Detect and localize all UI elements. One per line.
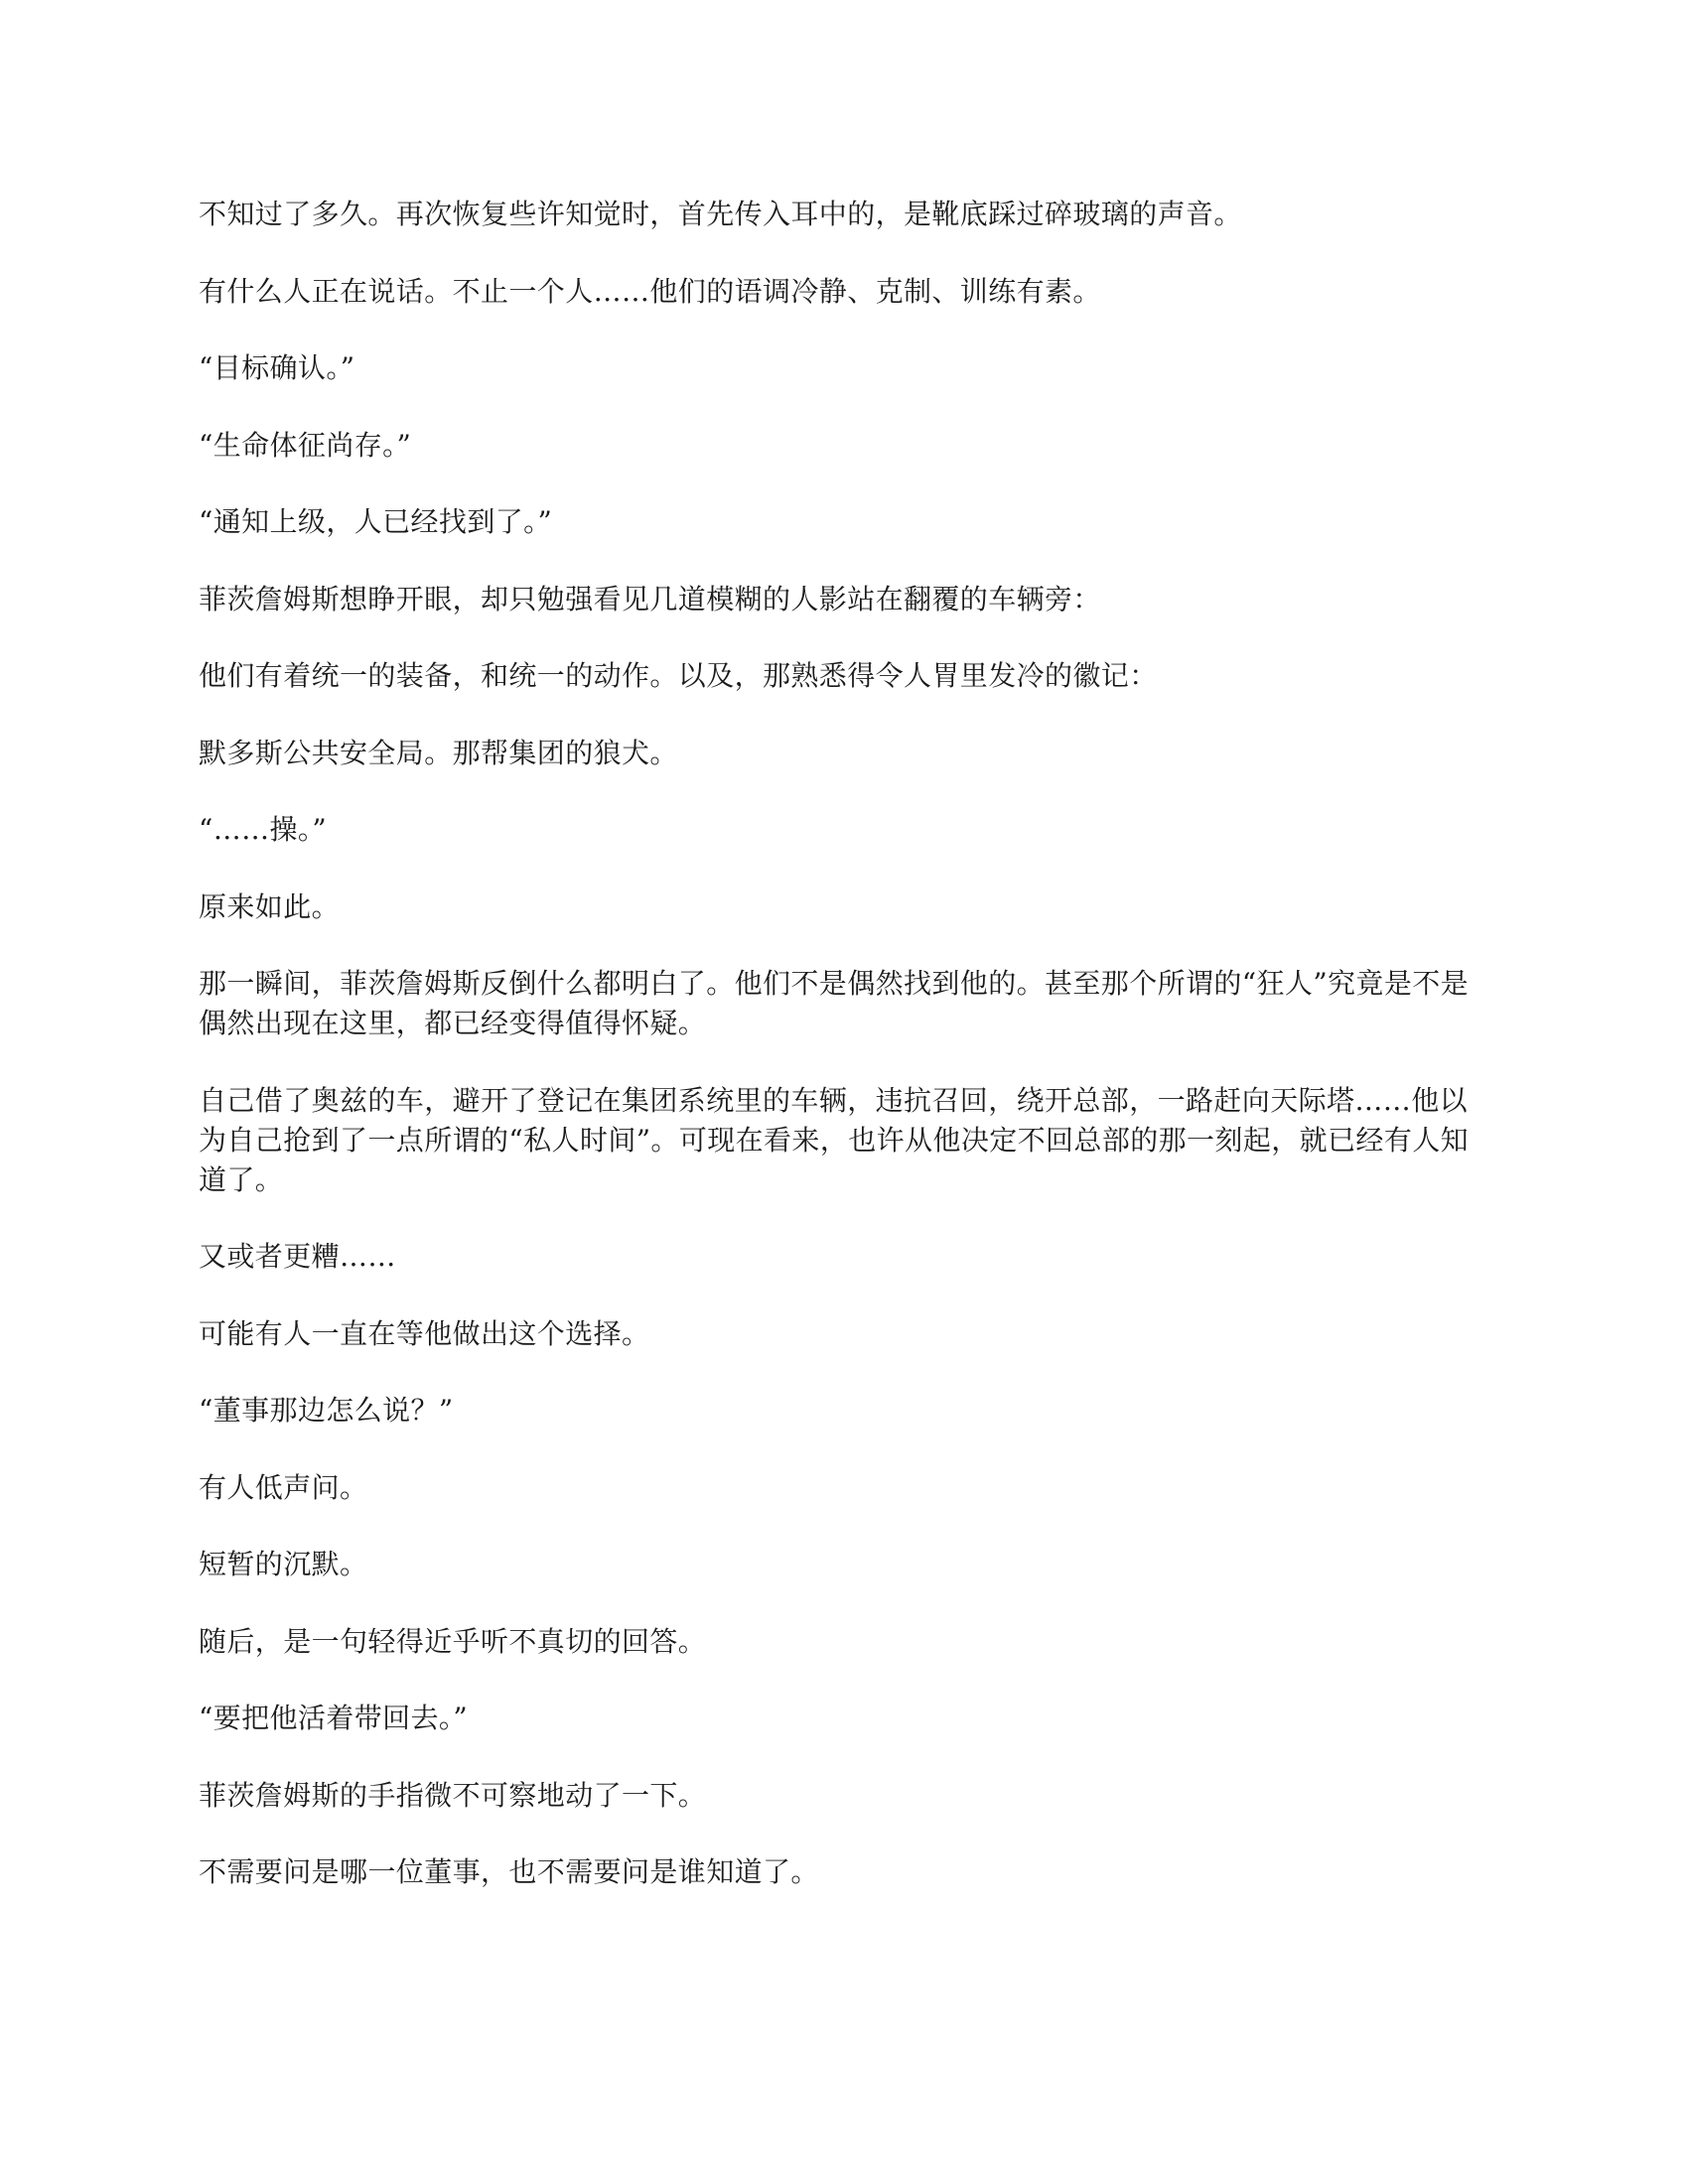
dialogue-line: “董事那边怎么说？” [199,1394,454,1427]
dialogue-line: “……操。” [199,813,328,846]
paragraph: 不需要问是哪一位董事，也不需要问是谁知道了。 [199,1855,819,1888]
paragraph: 随后，是一句轻得近乎听不真切的回答。 [199,1624,707,1658]
paragraph: 有什么人正在说话。不止一个人……他们的语调冷静、克制、训练有素。 [199,274,1101,308]
paragraph: 菲茨詹姆斯的手指微不可察地动了一下。 [199,1778,707,1812]
dialogue-line: “通知上级，人已经找到了。” [199,505,553,538]
paragraph: 那一瞬间，菲茨詹姆斯反倒什么都明白了。他们不是偶然找到他的。甚至那个所谓的“狂人”究竟是不是偶然出现在这里，都已经变得值得怀疑。 [199,967,1470,1039]
paragraph: 有人低声问。 [199,1470,368,1504]
dialogue-line: “目标确认。” [199,351,355,384]
paragraph: 自己借了奥兹的车，避开了登记在集团系统里的车辆，违抗召回，绕开总部，一路赶向天际塔……他以为自己抢到了一点所谓的“私人时间”。可现在看来，也许从他决定不回总部的那一刻起，就已经有人知道了。 [199,1083,1470,1196]
paragraph: 菲茨詹姆斯想睁开眼，却只勉强看见几道模糊的人影站在翻覆的车辆旁： [199,582,1101,615]
paragraph: 他们有着统一的装备，和统一的动作。以及，那熟悉得令人胃里发冷的徽记： [199,659,1158,692]
paragraph: 短暂的沉默。 [199,1548,368,1580]
dialogue-line: “要把他活着带回去。” [199,1702,469,1734]
paragraph: 又或者更糟…… [199,1240,396,1273]
paragraph: 可能有人一直在等他做出这个选择。 [199,1316,650,1350]
paragraph: 默多斯公共安全局。那帮集团的狼犬。 [199,736,678,769]
paragraph: 不知过了多久。再次恢复些许知觉时，首先传入耳中的，是靴底踩过碎玻璃的声音。 [199,198,1242,230]
paragraph: 原来如此。 [199,889,341,923]
dialogue-line: “生命体征尚存。” [199,428,412,462]
document-body [199,195,1489,1930]
